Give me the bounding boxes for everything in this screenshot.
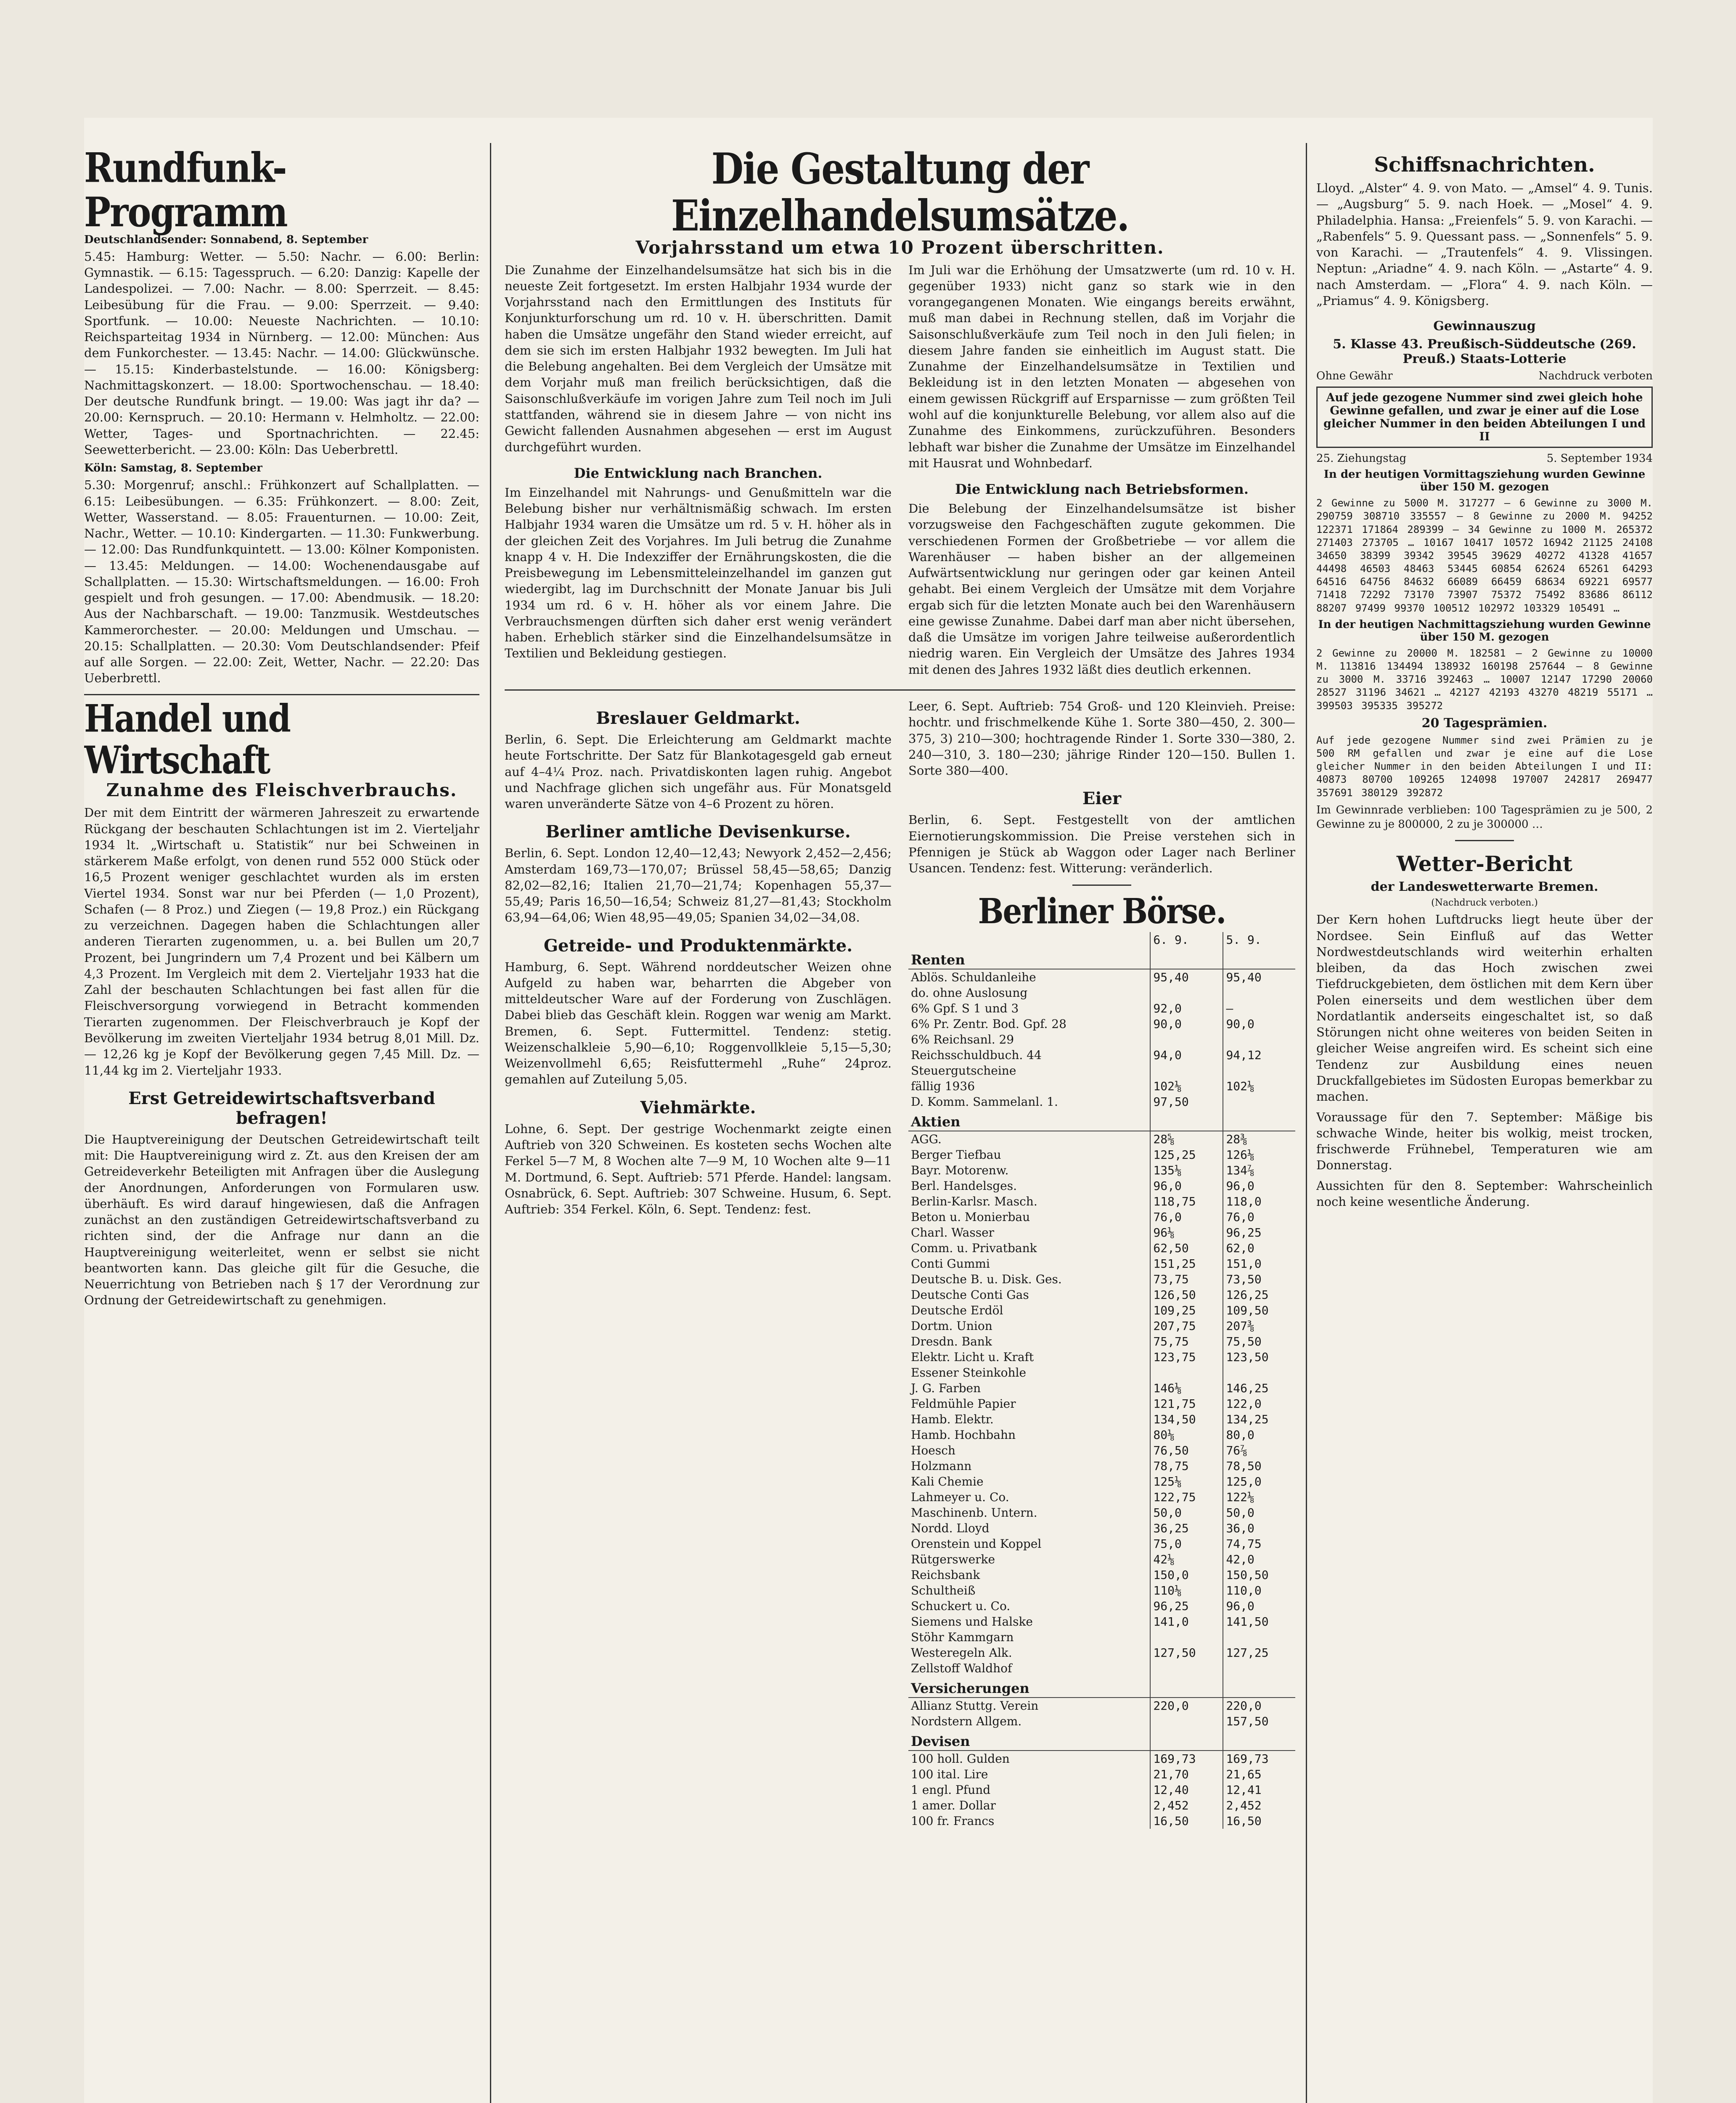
main-headline: Die Gestaltung der Einzelhandelsumsätze. [671, 143, 1129, 241]
bourse-price-previous: 96,0 [1223, 1598, 1295, 1614]
exchange-rates-heading: Berliner amtliche Devisenkurse. [545, 822, 851, 842]
table-row [908, 1552, 1295, 1567]
bourse-security-name: Stöhr Kammgarn [911, 1630, 1014, 1644]
bourse-price-today: 36,25 [1150, 1520, 1223, 1536]
table-row [908, 1032, 1295, 1047]
bourse-price-previous: 126,25 [1223, 1287, 1295, 1303]
table-row [908, 1334, 1295, 1349]
eggs-text: Berlin, 6. Sept. Festgestellt von der amtlichen Eiernotierungskommission. Die Preise verstehen sich in Pfennigen je Stück ab Waggon oder Lager nach Berliner Usancen. Tendenz: fest. Witterung: veränderlich. [908, 813, 1295, 876]
bourse-security-name: Schuckert u. Co. [911, 1599, 1011, 1613]
bourse-price-today: 50,0 [1150, 1505, 1223, 1520]
bourse-security-name: Westeregeln Alk. [911, 1645, 1012, 1660]
bourse-price-today: 16,50 [1150, 1813, 1223, 1829]
bourse-table [908, 932, 1295, 1829]
bourse-security-name: Charl. Wasser [911, 1225, 995, 1240]
bourse-price-previous: 50,0 [1223, 1505, 1295, 1520]
table-row [908, 1629, 1295, 1645]
bourse-group-row [908, 1729, 1295, 1751]
bourse-price-today: 62,50 [1150, 1240, 1223, 1256]
bourse-security-name: 6% Pr. Zentr. Bod. Gpf. 28 [911, 1017, 1066, 1031]
remaining-prizes-text: Im Gewinnrade verblieben: 100 Tagesprämien zu je 500, 2 Gewinne zu je 800000, 2 zu je 300000 … [1316, 803, 1653, 831]
bourse-price-today: 90,0 [1150, 1016, 1223, 1032]
bourse-security-name: Dresdn. Bank [911, 1334, 992, 1348]
table-row [908, 1698, 1295, 1714]
bourse-security-name: Feldmühle Papier [911, 1396, 1016, 1411]
bourse-price-today: 125⅛ [1150, 1474, 1223, 1489]
bourse-security-name: Rütgerswerke [911, 1552, 995, 1566]
bourse-security-name: 100 ital. Lire [911, 1767, 988, 1781]
bourse-security-name: Kali Chemie [911, 1474, 984, 1489]
lottery-no-guarantee: Ohne Gewähr [1316, 370, 1393, 383]
table-row [908, 1661, 1295, 1676]
radio-day1-heading: Deutschlandsender: Sonnabend, 8. September [84, 233, 368, 246]
bourse-price-today: 80⅛ [1150, 1427, 1223, 1443]
middle-column [505, 143, 1295, 2103]
weather-title: Wetter-Bericht [1396, 851, 1573, 877]
bourse-security-name: Nordd. Lloyd [911, 1521, 990, 1535]
bourse-security-name: Orenstein und Koppel [911, 1536, 1042, 1551]
bourse-security-name: Berlin-Karlsr. Masch. [911, 1194, 1037, 1208]
lottery-draw-date: 5. September 1934 [1546, 452, 1653, 465]
bourse-security-name: Hamb. Elektr. [911, 1412, 994, 1426]
bourse-price-today: 102⅛ [1150, 1078, 1223, 1094]
table-row [908, 969, 1295, 985]
bourse-price-previous: 207⅜ [1223, 1318, 1295, 1334]
bourse-price-today [1150, 985, 1223, 1001]
table-row [908, 1131, 1295, 1147]
bourse-price-previous: 109,50 [1223, 1303, 1295, 1318]
bourse-security-name: Maschinenb. Untern. [911, 1505, 1037, 1520]
lottery-morning-numbers: 2 Gewinne zu 5000 M. 317277 — 6 Gewinne zu 3000 M. 290759 308710 335557 — 8 Gewinne zu 2000 M. 94252 122371 171864 289399 — 34 Gewinne zu 1000 M. 265372 271403 273705 … 10167 10417 10572 16942 21125 24108 34650 38399 39342 39545 39629 40272 41328 41657 44498 46503 48463 53445 60854 62624 65261 64293 64516 64756 84632 66089 66459 68634 69221 69577 71418 72292 73170 73907 75372 75492 83686 86112 88207 97499 99370 100512 102972 103329 105491 … [1316, 497, 1653, 614]
bourse-price-today: 123,75 [1150, 1349, 1223, 1365]
radio-day2-heading: Köln: Samstag, 8. September [84, 462, 262, 475]
right-column [1316, 143, 1653, 2103]
short-divider [1072, 885, 1131, 886]
lottery-morning-heading: In der heutigen Vormittagsziehung wurden Gewinne über 150 M. gezogen [1323, 468, 1646, 494]
bourse-date2: 5. 9. [1223, 932, 1295, 948]
table-row [908, 1567, 1295, 1583]
bourse-security-name: Hamb. Hochbahn [911, 1428, 1016, 1442]
bourse-price-previous: 16,50 [1223, 1813, 1295, 1829]
bourse-price-previous: 96,0 [1223, 1178, 1295, 1194]
bourse-price-today: 122,75 [1150, 1489, 1223, 1505]
bourse-price-previous: 96,25 [1223, 1225, 1295, 1240]
bourse-price-previous: 76⅞ [1223, 1443, 1295, 1458]
daily-premium-heading: 20 Tagesprämien. [1421, 715, 1548, 731]
grain-market-text: Hamburg, 6. Sept. Während norddeutscher Weizen ohne Aufgeld zu haben war, beharrten die Abgeber von mitteldeutscher Ware auf der Forderung von Zuschlägen. Dabei blieb das Geschäft klein. Roggen war wenig am Markt. Bremen, 6. Sept. Futtermittel. Tendenz: stetig. Weizenschalkleie 5,90—6,10; Roggenvollkleie 5,15—5,30; Weizenvollmehl 6,65; Reisfuttermehl „Ruhe“ 24proz. gemahlen auf Zuteilung 5,05. [505, 959, 892, 1087]
table-row [908, 1318, 1295, 1334]
table-row [908, 1427, 1295, 1443]
table-row [908, 1751, 1295, 1767]
table-row [908, 1614, 1295, 1629]
bourse-price-previous: 127,25 [1223, 1645, 1295, 1661]
bourse-price-previous: 110,0 [1223, 1583, 1295, 1598]
bourse-price-today: 42⅛ [1150, 1552, 1223, 1567]
table-row [908, 1798, 1295, 1813]
bourse-price-previous: 150,50 [1223, 1567, 1295, 1583]
table-row [908, 1178, 1295, 1194]
weather-reprint-note: (Nachdruck verboten.) [1431, 898, 1538, 908]
bourse-price-today: 78,75 [1150, 1458, 1223, 1474]
bourse-security-name: Essener Steinkohle [911, 1365, 1027, 1380]
table-row [908, 1767, 1295, 1782]
bourse-security-name: Steuergutscheine [911, 1063, 1016, 1078]
table-row [908, 1303, 1295, 1318]
cattle-market-text: Lohne, 6. Sept. Der gestrige Wochenmarkt zeigte einen Auftrieb von 320 Schweinen. Es kosteten sechs Wochen alte Ferkel 5—7 M, 8 Wochen alte 7—9 M, 10 Wochen alte 9—11 M. Dortmund, 6. Sept. Auftrieb: 571 Pferde. Handel: langsam. Osnabrück, 6. Sept. Auftrieb: 307 Schweine. Husum, 6. Sept. Auftrieb: 354 Ferkel. Köln, 6. Sept. Tendenz: fest. [505, 1121, 892, 1217]
table-row [908, 1225, 1295, 1240]
bourse-security-name: Ablös. Schuldanleihe [911, 970, 1036, 984]
bourse-price-today: 76,0 [1150, 1209, 1223, 1225]
bourse-price-today [1150, 1110, 1223, 1131]
bourse-group-row [908, 948, 1295, 969]
table-row [908, 1813, 1295, 1829]
lottery-afternoon-heading: In der heutigen Nachmittagsziehung wurden Gewinne über 150 M. gezogen [1318, 618, 1651, 644]
bourse-price-previous: 146,25 [1223, 1380, 1295, 1396]
table-row [908, 1349, 1295, 1365]
cattle-market-heading: Viehmärkte. [640, 1097, 756, 1118]
table-row [908, 1645, 1295, 1661]
trade-article-text: Der mit dem Eintritt der wärmeren Jahreszeit zu erwartende Rückgang der beschauten Schlachtungen ist im 2. Vierteljahr 1934 lt. „Wirtschaft u. Statistik“ nur bei Schweinen in stärkerem Maße erfolgt, von denen rund 552 000 Stück oder 16,5 Prozent weniger geschlachtet wurden als im ersten Viertel 1934. Sonst war nur bei Pferden (— 1,0 Prozent), Schafen (— 8 Proz.) und Ziegen (— 19,8 Proz.) ein Rückgang zu verzeichnen. Dagegen haben die Schlachtungen aller anderen Tierarten zugenommen, u. a. bei Bullen um 20,7 Prozent, bei Jungrindern um 7,4 Prozent und bei Kälbern um 4,3 Prozent. Im Vergleich mit dem 2. Vierteljahr 1933 hat die Zahl der beschauten Schlachtungen bei fast allen für die Fleischversorgung vorwiegend in Betracht kommenden Tierarten zugenommen. Der Fleischverbrauch je Kopf der Bevölkerung im zweiten Vierteljahr 1934 betrug 8,01 Mill. Dz. — 12,26 kg je Kopf der Bevölkerung gegen 7,45 Mill. Dz. — 11,44 kg im 2. Vierteljahr 1933. [84, 805, 479, 1078]
weather-subtitle: der Landeswetterwarte Bremen. [1371, 879, 1598, 895]
bourse-price-previous [1223, 1110, 1295, 1131]
bourse-price-previous: 141,50 [1223, 1614, 1295, 1629]
bourse-price-today: 75,75 [1150, 1334, 1223, 1349]
table-row [908, 1078, 1295, 1094]
table-row [908, 1489, 1295, 1505]
bourse-price-today: 134,50 [1150, 1412, 1223, 1427]
table-row [908, 1047, 1295, 1063]
table-row [908, 1365, 1295, 1380]
lottery-subheading: 5. Klasse 43. Preußisch-Süddeutsche (269. Preuß.) Staats-Lotterie [1333, 337, 1636, 367]
daily-premium-text: Auf jede gezogene Nummer sind zwei Prämien zu je 500 RM gefallen und zwar je eine auf die Lose gleicher Nummer in den beiden Abteilungen I und II: 40873 80700 109265 124098 197007 242817 269477 357691 380129 392872 [1316, 734, 1653, 799]
bourse-price-today: 94,0 [1150, 1047, 1223, 1063]
table-row [908, 1063, 1295, 1078]
lottery-notes [1316, 370, 1653, 382]
table-row [908, 1536, 1295, 1552]
bourse-price-previous [1223, 948, 1295, 969]
bourse-security-name: do. ohne Auslosung [911, 985, 1028, 1000]
bourse-price-previous: 122,0 [1223, 1396, 1295, 1412]
bourse-price-previous: 76,0 [1223, 1209, 1295, 1225]
bourse-price-previous: 220,0 [1223, 1698, 1295, 1714]
bourse-price-previous [1223, 1032, 1295, 1047]
bourse-price-today: 97,50 [1150, 1094, 1223, 1110]
table-row [908, 1583, 1295, 1598]
weather-text: Der Kern hohen Luftdrucks liegt heute über der Nordsee. Sein Einfluß auf das Wetter Nordwestdeutschlands wird weiterhin erhalten bleiben, da das Hoch zwischen zwei Tiefdruckgebieten, dem östlichen mit dem Kern über Polen einerseits und dem westlichen über dem Nordatlantik anderseits eingeschaltet ist, so daß Störungen nicht ohne weiteres von beiden Seiten in gleicher Weise angreifen wird. Es scheint sich eine Tendenz zur Ausbildung eines neuen Druckfallgebietes im Südosten Europas bemerkbar zu machen. [1316, 912, 1653, 1104]
bourse-price-previous: 80,0 [1223, 1427, 1295, 1443]
grain-article-heading: Erst Getreidewirtschaftsverband befragen! [128, 1088, 435, 1128]
bourse-price-previous: 90,0 [1223, 1016, 1295, 1032]
bourse-security-name: Siemens und Halske [911, 1614, 1033, 1629]
bourse-price-previous: 2,452 [1223, 1798, 1295, 1813]
table-row [908, 1412, 1295, 1427]
bourse-security-name: D. Komm. Sammelanl. 1. [911, 1094, 1058, 1109]
lottery-notice-box: Auf jede gezogene Nummer sind zwei gleich hohe Gewinne gefallen, und zwar je einer auf die Lose gleicher Nummer in den beiden Abteilungen I und II [1316, 387, 1653, 448]
section-divider [84, 694, 479, 695]
bourse-security-name: AGG. [911, 1132, 942, 1146]
bourse-price-today [1150, 1714, 1223, 1729]
leer-market-text: Leer, 6. Sept. Auftrieb: 754 Groß- und 120 Kleinvieh. Preise: hochtr. und frischmelkende Kühe 1. Sorte 380—450, 2. 300—375, 3) 210—300; hochtragende Rinder 1. Sorte 330—380, 2. 240—310, 3. 180—230; jährige Rinder 120—150. Bullen 1. Sorte 380—400. [908, 699, 1295, 778]
table-row [908, 1001, 1295, 1016]
radio-day2-text: 5.30: Morgenruf; anschl.: Frühkonzert auf Schallplatten. — 6.15: Leibesübungen. — 6.35: Frühkonzert. — 8.00: Zeit, Wetter, Wasserstand. — 8.05: Frauenturnen. — 10.00: Zeit, Nachr., Wetter. — 10.10: Kindergarten. — 11.30: Funkwerbung. — 12.00: Das Rundfunkquintett. — 13.00: Kölner Komponisten. — 13.45: Meldungen. — 14.00: Wochenendausgabe auf Schallplatten. — 15.30: Wirtschaftsmeldungen. — 16.00: Froh gespielt und froh gesungen. — 17.00: Abendmusik. — 18.20: Aus der Nachbarschaft. — 19.00: Tanzmusik. Westdeutsches Kammerorchester. — 20.00: Meldungen und Umschau. — 20.15: Schallplatten. — 20.30: Vom Deutschlandsender: Pfeif auf alle Sorgen. — 22.00: Zeit, Wetter, Nachr. — 22.20: Das Ueberbrettl. [84, 478, 479, 686]
bourse-title: Berliner Börse. [978, 890, 1226, 932]
bourse-price-today: 109,25 [1150, 1303, 1223, 1318]
trade-section-title: Handel und Wirtschaft [84, 697, 290, 782]
lottery-heading: Gewinnauszug [1433, 319, 1536, 334]
table-row [908, 1094, 1295, 1110]
table-row [908, 1505, 1295, 1520]
bourse-price-previous [1223, 1729, 1295, 1751]
bourse-security-name: Berl. Handelsges. [911, 1179, 1017, 1193]
grain-market-heading: Getreide- und Produktenmärkte. [543, 935, 853, 956]
section-divider [505, 689, 1295, 691]
bourse-security-name: Versicherungen [908, 1676, 1150, 1698]
bourse-price-today: 146⅛ [1150, 1380, 1223, 1396]
bourse-price-today: 150,0 [1150, 1567, 1223, 1583]
branches-heading: Die Entwicklung nach Branchen. [574, 465, 823, 481]
bourse-price-previous: 118,0 [1223, 1194, 1295, 1209]
bourse-price-today: 121,75 [1150, 1396, 1223, 1412]
bourse-price-previous: 151,0 [1223, 1256, 1295, 1271]
table-row [908, 1443, 1295, 1458]
bourse-security-name: Berger Tiefbau [911, 1147, 1001, 1162]
bourse-price-today: 21,70 [1150, 1767, 1223, 1782]
bourse-price-today: 75,0 [1150, 1536, 1223, 1552]
bourse-security-name: Schultheiß [911, 1583, 976, 1597]
bourse-security-name: 6% Gpf. S 1 und 3 [911, 1001, 1019, 1015]
bourse-price-previous: 94,12 [1223, 1047, 1295, 1063]
bourse-price-previous: 62,0 [1223, 1240, 1295, 1256]
forecast-text: Voraussage für den 7. September: Mäßige bis schwache Winde, heiter bis wolkig, meist trocken, frischwerde Frühnebel, Temperaturen wie am Donnerstag. [1316, 1110, 1653, 1173]
bourse-price-previous [1223, 1661, 1295, 1676]
bourse-price-previous: 134,25 [1223, 1412, 1295, 1427]
bourse-price-previous: 36,0 [1223, 1520, 1295, 1536]
table-row [908, 1380, 1295, 1396]
bourse-price-previous: 125,0 [1223, 1474, 1295, 1489]
table-row [908, 1240, 1295, 1256]
table-row [908, 1194, 1295, 1209]
lottery-day-line [1316, 452, 1653, 465]
main-article-text-b: Im Einzelhandel mit Nahrungs- und Genußmitteln war die Belebung bisher nur verhältnismäßig schwach. Im ersten Halbjahr 1934 waren die Umsätze um rd. 5 v. H. höher als in der gleichen Zeit des Vorjahres. Im Juli betrug die Zunahme knapp 4 v. H. Die Indexziffer der Ernährungskosten, die die Preisbewegung im Lebensmitteleinzelhandel im ganzen gut wiedergibt, lag im Durchschnitt der Monate Januar bis Juli 1934 um rd. 6 v. H. höher als vor einem Jahre. Die Verbrauchsmengen dürften sich daher erst wenig verändert haben. Erheblich stärker sind die Einzelhandelsumsätze in Textilien und Bekleidung gestiegen. [505, 485, 892, 661]
bourse-security-name: 100 holl. Gulden [911, 1751, 1010, 1766]
table-row [908, 1256, 1295, 1271]
eggs-heading: Eier [1082, 789, 1122, 809]
bourse-price-today: 96,0 [1150, 1178, 1223, 1194]
outlook-text: Aussichten für den 8. September: Wahrscheinlich noch keine wesentliche Änderung. [1316, 1178, 1653, 1209]
bourse-price-today [1150, 1063, 1223, 1078]
table-row [908, 1714, 1295, 1729]
bourse-security-name: Renten [908, 948, 1150, 969]
bourse-security-name: 100 fr. Francs [911, 1814, 995, 1828]
bourse-price-previous: 75,50 [1223, 1334, 1295, 1349]
bourse-security-name: Devisen [908, 1729, 1150, 1751]
main-article-text-a: Die Zunahme der Einzelhandelsumsätze hat sich bis in die neueste Zeit fortgesetzt. Im ersten Halbjahr 1934 wurde der Vorjahrsstand nach den Ermittlungen des Instituts für Konjunkturforschung um rd. 10 v. H. überschritten. Damit haben die Umsätze ungefähr den Stand wieder erreicht, auf dem sie sich im ersten Halbjahr 1932 bewegten. Im Juli hat die Belebung angehalten. Bei dem Vergleich der Umsätze mit dem Vorjahr muß man freilich berücksichtigen, daß die Saisonschlußverkäufe im vorigen Jahre zum Teil noch im Juli stattfanden, während sie in diesem Jahre — von nicht ins Gewicht fallenden Ausnahmen abgesehen — erst im August durchgeführt wurden. [505, 262, 892, 454]
main-article-text-d: Die Belebung der Einzelhandelsumsätze ist bisher vorzugsweise den Fachgeschäften zugute gekommen. Die verschiedenen Formen der Großbetriebe — vor allem die Warenhäuser — haben bisher an der allgemeinen Aufwärtsentwicklung nur geringen oder gar keinen Anteil gehabt. Bei einem Vergleich der Umsätze mit dem Vorjahre ergab sich für die letzten Monate auch bei den Warenhäusern eine gewisse Zunahme. Dabei darf man aber nicht übersehen, daß die Umsätze im vorigen Jahre teilweise außerordentlich niedrig waren. Ein Vergleich der Umsätze des Jahres 1934 mit denen des Jahres 1932 läßt dies deutlich erkennen. [908, 501, 1295, 677]
bourse-security-name: Deutsche Conti Gas [911, 1287, 1029, 1302]
newspaper-page [84, 118, 1653, 2103]
bourse-header-row [908, 932, 1295, 948]
main-article [505, 262, 1295, 682]
bourse-price-previous [1223, 1629, 1295, 1645]
exchange-rates-text: Berlin, 6. Sept. London 12,40—12,43; Newyork 2,452—2,456; Amsterdam 169,73—170,07; Brüssel 58,45—58,65; Danzig 82,02—82,16; Italien 21,70—21,74; Kopenhagen 55,37—55,49; Paris 16,50—16,54; Schweiz 81,27—81,43; Stockholm 63,94—64,06; Wien 48,95—49,05; Spanien 34,02—34,08. [505, 846, 892, 925]
bourse-price-previous [1223, 985, 1295, 1001]
table-row [908, 1163, 1295, 1178]
table-row [908, 1458, 1295, 1474]
bourse-price-previous: 12,41 [1223, 1782, 1295, 1798]
bourse-price-today [1150, 1032, 1223, 1047]
bourse-price-previous: 102⅛ [1223, 1078, 1295, 1094]
bourse-security-name: Allianz Stuttg. Verein [911, 1698, 1039, 1713]
bourse-price-today: 110⅛ [1150, 1583, 1223, 1598]
bourse-price-today: 135⅛ [1150, 1163, 1223, 1178]
main-subheadline: Vorjahrsstand um etwa 10 Prozent überschritten. [635, 237, 1164, 258]
business-forms-heading: Die Entwicklung nach Betriebsformen. [955, 481, 1249, 498]
bourse-security-name: Dortm. Union [911, 1319, 992, 1333]
short-divider [1455, 840, 1514, 841]
bourse-security-name: Bayr. Motorenw. [911, 1163, 1009, 1177]
bourse-security-name: fällig 1936 [911, 1079, 975, 1093]
bourse-price-previous: 157,50 [1223, 1714, 1295, 1729]
shipping-text: Lloyd. „Alster“ 4. 9. von Mato. — „Amsel“ 4. 9. Tunis. — „Augsburg“ 5. 9. nach Hoek. — „Mosel“ 4. 9. Philadelphia. Hansa: „Freienfels“ 5. 9. von Karachi. — „Rabenfels“ 5. 9. Quessant pass. — „Sonnenfels“ 5. 9. von Karachi. — „Trautenfels“ 4. 9. Vlissingen. Neptun: „Ariadne“ 4. 9. nach Köln. — „Astarte“ 4. 9. nach Amsterdam. — „Flora“ 4. 9. nach Köln. — „Priamus“ 4. 9. Königsberg. [1316, 181, 1653, 308]
lottery-afternoon-numbers: 2 Gewinne zu 20000 M. 182581 — 2 Gewinne zu 10000 M. 113816 134494 138932 160198 257644 — 8 Gewinne zu 3000 M. 33716 392463 … 10007 12147 17290 20060 28527 31196 34621 … 42127 42193 43270 48219 55171 … 399503 395335 395272 [1316, 647, 1653, 712]
grain-article-text: Die Hauptvereinigung der Deutschen Getreidewirtschaft teilt mit: Die Hauptvereinigung wird z. Zt. aus den Kreisen der am Getreideverkehr Beteiligten mit Anfragen über die Auslegung der Anordnungen, Anforderungen von Formularen usw. überhäuft. Es wird darauf hingewiesen, daß die Anfragen zunächst an den zuständigen Getreidewirtschaftsverband zu richten sind, der die Anfrage nur dann an die Hauptvereinigung weiterleitet, wenn er selbst sie nicht beantworten kann. Das gleiche gilt für die Gesuche, die Neuerrichtung von Betrieben nach § 17 der Verordnung zur Ordnung der Getreidewirtschaft zu genehmigen. [84, 1132, 479, 1308]
bourse-price-today [1150, 1676, 1223, 1698]
bourse-price-today [1150, 1661, 1223, 1676]
bourse-price-previous: 123,50 [1223, 1349, 1295, 1365]
bourse-price-today: 169,73 [1150, 1751, 1223, 1767]
bourse-price-previous [1223, 1676, 1295, 1698]
shipping-title: Schiffsnachrichten. [1374, 153, 1595, 177]
trade-article-heading: Zunahme des Fleischverbrauchs. [106, 780, 458, 801]
bourse-price-today: 207,75 [1150, 1318, 1223, 1334]
bourse-security-name: Deutsche B. u. Disk. Ges. [911, 1272, 1062, 1286]
bourse-price-today: 151,25 [1150, 1256, 1223, 1271]
table-row [908, 1209, 1295, 1225]
bourse-price-today: 127,50 [1150, 1645, 1223, 1661]
bourse-price-today [1150, 1729, 1223, 1751]
bourse-price-previous: 95,40 [1223, 969, 1295, 985]
market-section [505, 698, 1295, 1829]
bourse-price-previous: 28⅜ [1223, 1131, 1295, 1147]
column-rule [490, 143, 491, 2103]
table-row [908, 1396, 1295, 1412]
bourse-price-previous: 73,50 [1223, 1271, 1295, 1287]
bourse-price-previous: 134⅞ [1223, 1163, 1295, 1178]
bourse-security-name: 1 engl. Pfund [911, 1783, 991, 1797]
bourse-security-name: Comm. u. Privatbank [911, 1241, 1037, 1255]
bourse-price-previous [1223, 1365, 1295, 1380]
lottery-draw-day: 25. Ziehungstag [1316, 452, 1407, 465]
bourse-security-name: Holzmann [911, 1459, 972, 1473]
bourse-price-today: 28⅝ [1150, 1131, 1223, 1147]
bourse-price-previous: — [1223, 1001, 1295, 1016]
table-row [908, 1520, 1295, 1536]
table-row [908, 1016, 1295, 1032]
table-row [908, 1782, 1295, 1798]
bourse-security-name: Aktien [908, 1110, 1150, 1131]
bourse-price-previous [1223, 1063, 1295, 1078]
bourse-price-previous: 42,0 [1223, 1552, 1295, 1567]
bourse-price-previous: 74,75 [1223, 1536, 1295, 1552]
bourse-security-name: Zellstoff Waldhof [911, 1661, 1012, 1675]
bourse-price-previous: 122⅛ [1223, 1489, 1295, 1505]
bourse-price-today: 12,40 [1150, 1782, 1223, 1798]
bourse-security-name: 1 amer. Dollar [911, 1798, 996, 1812]
table-row [908, 1287, 1295, 1303]
bourse-price-previous: 169,73 [1223, 1751, 1295, 1767]
bourse-price-today [1150, 1629, 1223, 1645]
bourse-security-name: Beton u. Monierbau [911, 1210, 1030, 1224]
bourse-security-name: Elektr. Licht u. Kraft [911, 1350, 1034, 1364]
bourse-price-today: 118,75 [1150, 1194, 1223, 1209]
bourse-security-name: 6% Reichsanl. 29 [911, 1032, 1014, 1046]
bourse-price-previous: 78,50 [1223, 1458, 1295, 1474]
table-row [908, 1474, 1295, 1489]
breslau-money-text: Berlin, 6. Sept. Die Erleichterung am Geldmarkt machte heute Fortschritte. Der Satz für Blankotagesgeld gab erneut auf 4–4¼ Proz. nach. Privatdiskonten lagen ruhig. Angebot und Nachfrage glichen sich ungefähr aus. Für Monatsgeld waren unveränderte Sätze von 4–6 Prozent zu hören. [505, 732, 892, 811]
bourse-price-today: 73,75 [1150, 1271, 1223, 1287]
bourse-price-today: 92,0 [1150, 1001, 1223, 1016]
bourse-price-today: 2,452 [1150, 1798, 1223, 1813]
bourse-price-today: 220,0 [1150, 1698, 1223, 1714]
bourse-security-name: Hoesch [911, 1443, 955, 1457]
bourse-price-today: 125,25 [1150, 1147, 1223, 1163]
bourse-price-previous [1223, 1094, 1295, 1110]
bourse-price-today [1150, 948, 1223, 969]
column-rule [1306, 143, 1307, 2103]
radio-day1-text: 5.45: Hamburg: Wetter. — 5.50: Nachr. — 6.00: Berlin: Gymnastik. — 6.15: Tagesspruch. — 6.20: Danzig: Kapelle der Landespolizei. — 7.00: Nachr. — 8.00: Sperrzeit. — 8.45: Leibesübung für die Frau. — 9.00: Sperrzeit. — 9.40: Sportfunk. — 10.00: Neueste Nachrichten. — 10.10: Reichsparteitag 1934 in Nürnberg. — 12.00: München: Aus dem Funkorchester. — 13.45: Nachr. — 14.00: Glückwünsche. — 15.15: Kinderbastelstunde. — 16.00: Königsberg: Nachmittagskonzert. — 18.00: Sportwochenschau. — 18.40: Der deutsche Rundfunk bringt. — 19.00: Was jagt ihr da? — 20.00: Kernspruch. — 20.10: Hermann v. Helmholtz. — 22.00: Wetter, Tages- und Sportnachrichten. — 22.45: Seewetterbericht. — 23.00: Köln: Das Ueberbrettl. [84, 249, 479, 457]
bourse-price-previous: 126⅛ [1223, 1147, 1295, 1163]
bourse-security-name: Reichsschuldbuch. 44 [911, 1048, 1042, 1062]
bourse-price-previous: 21,65 [1223, 1767, 1295, 1782]
left-column [84, 143, 479, 2103]
bourse-date1: 6. 9. [1150, 932, 1223, 948]
bourse-price-today: 126,50 [1150, 1287, 1223, 1303]
bourse-price-today: 96,25 [1150, 1598, 1223, 1614]
bourse-price-today: 141,0 [1150, 1614, 1223, 1629]
bourse-security-name: Deutsche Erdöl [911, 1303, 1003, 1317]
breslau-money-heading: Breslauer Geldmarkt. [596, 708, 800, 728]
bourse-price-today: 95,40 [1150, 969, 1223, 985]
bourse-price-today: 96⅛ [1150, 1225, 1223, 1240]
table-row [908, 1147, 1295, 1163]
bourse-security-name: Conti Gummi [911, 1256, 990, 1271]
bourse-price-today: 76,50 [1150, 1443, 1223, 1458]
bourse-header-name [908, 932, 1150, 948]
lottery-no-reprint: Nachdruck verboten [1538, 370, 1653, 383]
bourse-group-row [908, 1110, 1295, 1131]
table-row [908, 985, 1295, 1001]
bourse-security-name: J. G. Farben [911, 1381, 981, 1395]
bourse-security-name: Nordstern Allgem. [911, 1714, 1022, 1728]
main-article-text-c: Im Juli war die Erhöhung der Umsatzwerte (um rd. 10 v. H. gegenüber 1933) nicht ganz so stark wie in den vorangegangenen Monaten. Wie eingangs bereits erwähnt, muß man dabei in Rechnung stellen, daß im Vorjahr die Saisonschlußverkäufe zum Teil noch in den Juli fielen; in diesem Jahre fanden sie einheitlich im August statt. Die Zunahme der Einzelhandelsumsätze in Textilien und Bekleidung ist in den letzten Monaten — abgesehen von einem gewissen Rückgriff auf Ersparnisse — zum größten Teil wohl auf die konjunkturelle Belebung, vor allem also auf die Zunahme des Einkommens, zurückzuführen. Besonders lebhaft war bisher die Zunahme der Umsätze im Einzelhandel mit Hausrat und Wohnbedarf. [908, 262, 1295, 470]
table-row [908, 1271, 1295, 1287]
bourse-security-name: Lahmeyer u. Co. [911, 1490, 1009, 1504]
bourse-group-row [908, 1676, 1295, 1698]
table-row [908, 1598, 1295, 1614]
bourse-security-name: Reichsbank [911, 1568, 980, 1582]
bourse-price-today [1150, 1365, 1223, 1380]
radio-program-title: Rundfunk-Programm [84, 143, 287, 236]
